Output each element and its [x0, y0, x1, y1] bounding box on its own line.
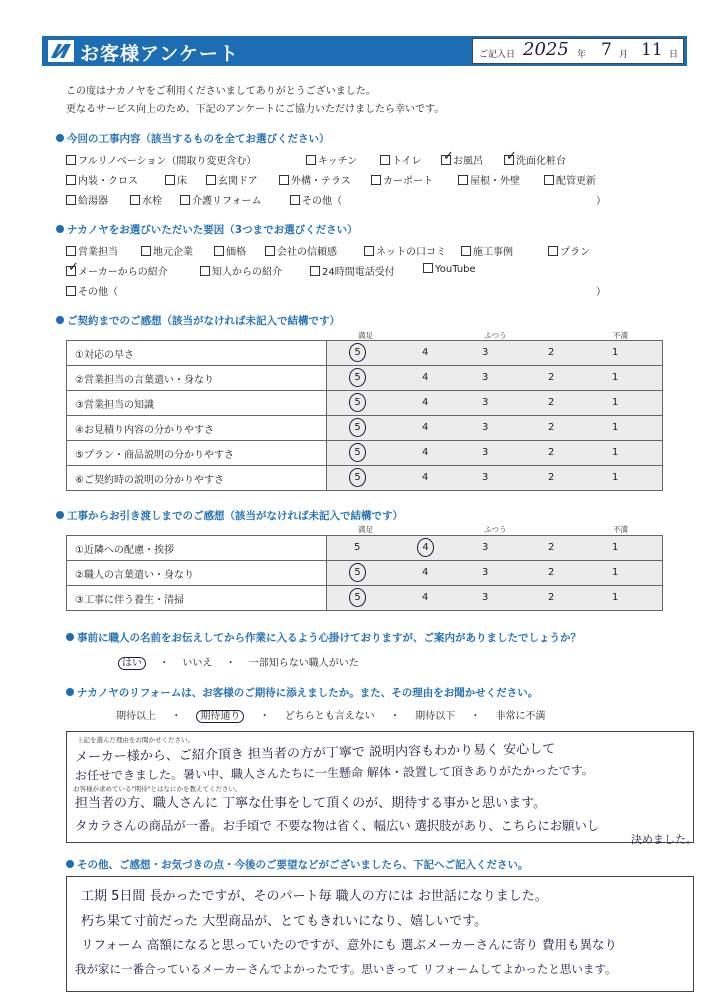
- month-unit: 月: [619, 50, 629, 60]
- rating-option-2[interactable]: 2: [548, 592, 555, 603]
- date-box: [472, 38, 684, 64]
- checkbox-case-studies[interactable]: 施工事例: [461, 243, 513, 258]
- section4-heading: 工事からお引き渡しまでのご感想（該当がなければ未記入で結構です）: [56, 508, 403, 523]
- checkbox-faucet[interactable]: 水栓: [130, 192, 162, 207]
- company-logo-icon: [48, 40, 74, 62]
- construction-rating-table: [66, 535, 663, 611]
- checkbox-price[interactable]: 価格: [214, 243, 246, 258]
- section3-heading: ご契約までのご感想（該当がなければ未記入で結構です）: [56, 313, 340, 328]
- other-comment-box[interactable]: [66, 876, 694, 992]
- date-month: 7: [601, 40, 612, 60]
- checkbox-local-company[interactable]: 地元企業: [141, 243, 193, 258]
- rating-option-2[interactable]: 2: [548, 347, 555, 358]
- rating-row: [67, 416, 663, 441]
- section7-heading: その他、ご感想・お気づきの点・今後のご要望などがございましたら、下記へご記入ください。: [66, 857, 529, 872]
- checkbox-youtube[interactable]: YouTube: [423, 263, 476, 275]
- rating-option-3[interactable]: 3: [482, 397, 489, 408]
- rating-option-2[interactable]: 2: [548, 422, 555, 433]
- rating-option-5[interactable]: 5: [349, 443, 366, 462]
- scale-mid-label: ふつう: [484, 331, 507, 340]
- rating-option-1[interactable]: 1: [612, 347, 619, 358]
- rating-values: [327, 466, 663, 491]
- section2-heading: ナカノヤをお選びいただいた要因（3つまでお選びください）: [56, 222, 358, 237]
- checkbox-carport[interactable]: カーポート: [371, 172, 433, 187]
- rating-option-2[interactable]: 2: [548, 397, 555, 408]
- rating-option-2[interactable]: 2: [548, 542, 555, 553]
- rating-option-1[interactable]: 1: [612, 372, 619, 383]
- rating-row-label: ④お見積り内容の分かりやすさ: [67, 416, 327, 441]
- rating-option-4[interactable]: 4: [422, 372, 429, 383]
- rating-option-1[interactable]: 1: [612, 472, 619, 483]
- day-unit: 日: [669, 50, 679, 60]
- rating-option-3[interactable]: 3: [482, 372, 489, 383]
- expectation-note: お客様が求めている"期待"とはなにかを教えてください。: [73, 785, 242, 793]
- rating-values: [327, 536, 663, 561]
- reason-note: 上記を選んだ理由をお聞かせください。: [77, 736, 194, 744]
- date-label: ご記入日: [479, 50, 516, 60]
- rating-values: [327, 391, 663, 416]
- section1-heading: 今回の工事内容（該当するものを全てお選びください）: [56, 131, 330, 146]
- rating-option-1[interactable]: 1: [612, 422, 619, 433]
- rating-row: [67, 466, 663, 491]
- other-line-4: 我が家に一番合っているメーカーさんでよかったです。思いきって リフォームしてよかったと思います。: [75, 962, 617, 976]
- option-above-expectation[interactable]: 期待以上: [116, 711, 156, 722]
- scale-low-label: 不満: [613, 331, 628, 340]
- checkbox-friend-referral[interactable]: 知人からの紹介: [200, 263, 282, 278]
- rating-values: [327, 441, 663, 466]
- rating-option-2[interactable]: 2: [548, 372, 555, 383]
- rating-option-5[interactable]: 5: [349, 368, 366, 387]
- date-year: 2025: [523, 39, 569, 60]
- checkbox-floor[interactable]: 床: [165, 172, 187, 187]
- checkbox-other[interactable]: その他（: [290, 192, 342, 207]
- checkbox-interior-cloth[interactable]: 内装・クロス: [66, 172, 138, 187]
- rating-option-4[interactable]: 4: [422, 567, 429, 578]
- rating-option-1[interactable]: 1: [612, 592, 619, 603]
- checkbox-roof-wall[interactable]: 屋根・外壁: [458, 172, 520, 187]
- rating-option-3[interactable]: 3: [482, 447, 489, 458]
- checkbox-plan[interactable]: プラン: [548, 243, 590, 258]
- rating-option-5[interactable]: 5: [349, 563, 366, 582]
- rating-option-4[interactable]: 4: [422, 347, 429, 358]
- rating-option-4[interactable]: 4: [422, 472, 429, 483]
- rating-option-2[interactable]: 2: [548, 447, 555, 458]
- checkbox-washstand[interactable]: ✓ 洗面化粧台: [504, 152, 566, 167]
- rating-option-3[interactable]: 3: [482, 542, 489, 553]
- rating-option-4[interactable]: 4: [422, 447, 429, 458]
- reason-line-2: お任せできました。暑い中、職人さんたちに一生懸命 解体・設置して頂きありがたかったです。: [74, 763, 594, 783]
- rating-values: [327, 586, 663, 611]
- rating-row: [67, 536, 663, 561]
- checkbox-toilet[interactable]: トイレ: [380, 152, 422, 167]
- rating-option-4[interactable]: 4: [422, 397, 429, 408]
- checkbox-entrance-door[interactable]: 玄関ドア: [206, 172, 258, 187]
- rating-option-2[interactable]: 2: [548, 472, 555, 483]
- other-line-2: 朽ち果て寸前だった 大型商品が、とてもきれいになり、嬉しいです。: [81, 914, 488, 929]
- rating-values: [327, 366, 663, 391]
- reason-line-1: メーカー様から、ご紹介頂き 担当者の方が丁寧で 説明内容もわかり易く 安心して: [74, 741, 556, 766]
- reason-line-4: タカラさんの商品が一番。お手頃で 不要な物は省く、幅広い 選択肢があり、こちらにお願いし: [75, 819, 600, 833]
- rating-row-label: ②営業担当の言葉遣い・身なり: [67, 366, 327, 391]
- checkbox-maker-referral[interactable]: ✓メーカーからの紹介: [66, 263, 168, 278]
- rating-option-5[interactable]: 5: [349, 468, 366, 487]
- rating-option-2[interactable]: 2: [548, 567, 555, 578]
- rating-option-5[interactable]: 5: [349, 393, 366, 412]
- rating-option-1[interactable]: 1: [612, 397, 619, 408]
- intro-line-2: 更なるサービス向上のため、下記のアンケートにご協力いただけましたら幸いです。: [66, 104, 445, 115]
- rating-row: [67, 586, 663, 611]
- expectation-options: 期待以上 ・ 期待通り ・ どちらとも言えない ・ 期待以下 ・ 非常に不満: [116, 711, 546, 722]
- checkbox-full-renovation[interactable]: フルリノベーション（間取り変更含む）: [66, 152, 256, 167]
- reason-line-5: 決めました。: [631, 833, 697, 846]
- checkbox-bath[interactable]: ✓ お風呂: [441, 152, 483, 167]
- rating-values: [327, 416, 663, 441]
- rating-row-label: ⑥ご契約時の説明の分かりやすさ: [67, 466, 327, 491]
- rating-option-1[interactable]: 1: [612, 447, 619, 458]
- rating-option-5[interactable]: 5: [354, 542, 361, 553]
- option-no[interactable]: いいえ: [182, 658, 213, 669]
- rating-option-1[interactable]: 1: [612, 567, 619, 578]
- rating-option-3[interactable]: 3: [482, 567, 489, 578]
- rating-values: [327, 561, 663, 586]
- option-as-expected[interactable]: 期待通り: [196, 710, 244, 723]
- checkbox-kitchen[interactable]: キッチン: [306, 152, 357, 167]
- checkbox-24h-phone[interactable]: 24時間電話受付: [310, 263, 395, 278]
- checkbox-trust[interactable]: 会社の信頼感: [265, 243, 337, 258]
- rating-option-4[interactable]: 4: [422, 592, 429, 603]
- option-below-expectation[interactable]: 期待以下: [415, 711, 456, 722]
- contract-rating-table: [66, 340, 663, 491]
- rating-option-4[interactable]: 4: [417, 538, 434, 557]
- other-line-3: リフォーム 高額になると思っていたのですが、意外にも 選ぶメーカーさんに寄り 費用も異なり: [81, 937, 618, 952]
- option-neutral[interactable]: どちらとも言えない: [284, 711, 375, 722]
- rating-row-label: ①対応の早さ: [67, 341, 327, 366]
- option-very-dissatisfied[interactable]: 非常に不満: [495, 711, 546, 722]
- checkbox-other-reason[interactable]: その他（: [66, 283, 118, 298]
- rating-row-label: ①近隣への配慮・挨拶: [67, 536, 327, 561]
- option-some-unknown[interactable]: 一部知らない職人がいた: [248, 658, 359, 669]
- rating-option-3[interactable]: 3: [482, 592, 489, 603]
- other-close-paren: ）: [596, 196, 606, 207]
- rating-option-4[interactable]: 4: [422, 422, 429, 433]
- checkbox-sales-rep[interactable]: 営業担当: [66, 243, 118, 258]
- checkbox-pipe-renewal[interactable]: 配管更新: [544, 172, 596, 187]
- other-reason-close-paren: ）: [596, 287, 606, 298]
- year-unit: 年: [577, 50, 587, 60]
- reason-line-3: 担当者の方、職人さんに 丁寧な仕事をして頂くのが、期待する事かと思います。: [75, 796, 547, 811]
- reason-comment-box[interactable]: [66, 731, 697, 846]
- rating-option-5[interactable]: 5: [349, 418, 366, 437]
- checkbox-exterior-terrace[interactable]: 外構・テラス: [279, 172, 351, 187]
- option-yes[interactable]: はい: [118, 657, 146, 670]
- rating-values: [327, 341, 663, 366]
- rating-option-5[interactable]: 5: [349, 588, 366, 607]
- page-title: お客様アンケート: [80, 43, 239, 65]
- date-day: 11: [641, 40, 663, 60]
- intro-line-1: この度はナカノヤをご利用くださいましてありがとうございました。: [66, 86, 376, 97]
- checkbox-water-heater[interactable]: 給湯器: [66, 192, 108, 207]
- rating-row-label: ②職人の言葉遣い・身なり: [67, 561, 327, 586]
- section6-heading: ナカノヤのリフォームは、お客様のご期待に添えましたか。また、その理由をお聞かせください。: [66, 685, 538, 700]
- scale-low-label-2: 不満: [613, 525, 628, 534]
- scale-high-label: 満足: [358, 331, 373, 340]
- scale-mid-label-2: ふつう: [484, 525, 507, 534]
- rating-row-label: ③工事に伴う養生・清掃: [67, 586, 327, 611]
- section5-heading: 事前に職人の名前をお伝えしてから作業に入るよう心掛けておりますが、ご案内がありましたでしょうか？: [66, 630, 581, 645]
- rating-option-3[interactable]: 3: [482, 347, 489, 358]
- rating-row: [67, 561, 663, 586]
- rating-option-3[interactable]: 3: [482, 422, 489, 433]
- rating-row: [67, 366, 663, 391]
- rating-row-label: ⑤プラン・商品説明の分かりやすさ: [67, 441, 327, 466]
- craftsman-name-options: はい ・ いいえ ・ 一部知らない職人がいた: [118, 654, 359, 669]
- rating-option-1[interactable]: 1: [612, 542, 619, 553]
- checkbox-online-reviews[interactable]: ネットの口コミ: [364, 243, 446, 258]
- rating-row: [67, 391, 663, 416]
- rating-option-5[interactable]: 5: [349, 343, 366, 362]
- rating-option-3[interactable]: 3: [482, 472, 489, 483]
- rating-row: [67, 341, 663, 366]
- other-line-1: 工期 5日間 長かったですが、そのパート毎 職人の方には お世話になりました。: [81, 889, 548, 904]
- scale-high-label-2: 満足: [358, 525, 373, 534]
- rating-row: [67, 441, 663, 466]
- checkbox-care-reform[interactable]: 介護リフォーム: [180, 192, 262, 207]
- rating-row-label: ③営業担当の知識: [67, 391, 327, 416]
